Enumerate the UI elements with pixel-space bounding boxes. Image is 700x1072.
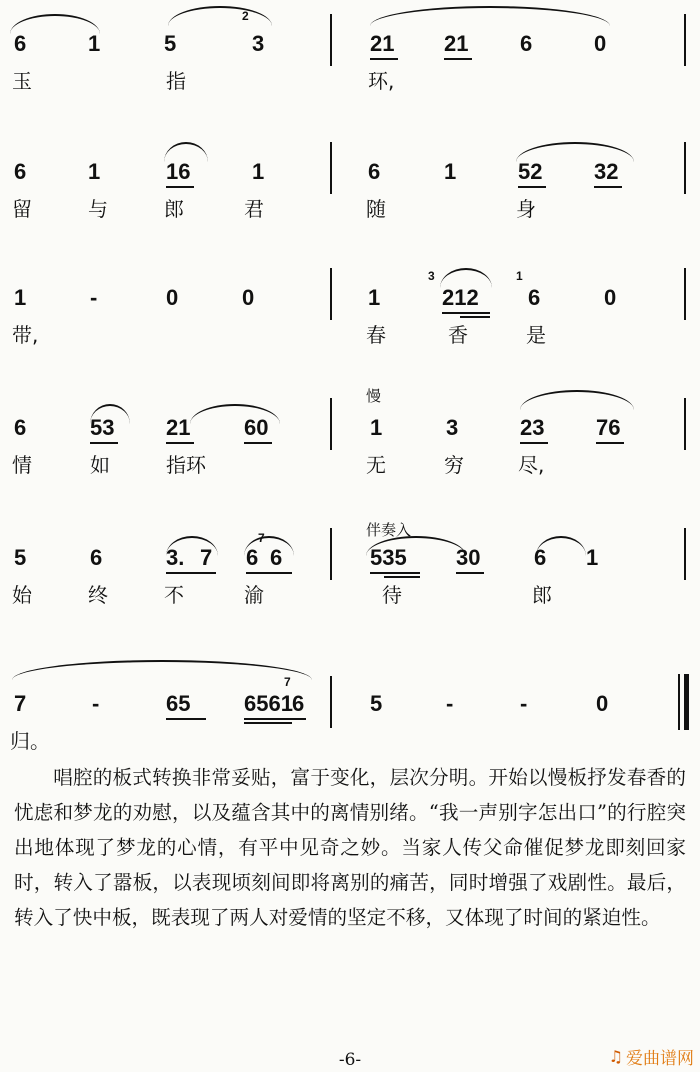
note: 16 [166,159,191,184]
note: 3 [252,31,265,56]
barline [330,142,332,194]
note: 0 [596,691,609,716]
note: 6 [292,691,305,716]
note: 535 [370,545,407,570]
note: 6 [90,545,103,570]
note: 1 [586,545,599,570]
lyric: 是 [526,323,546,347]
lyric: 情 [12,453,32,477]
note: 6 [14,31,27,56]
note: 7 [200,545,213,570]
note: 6 [14,415,27,440]
score-row-2 [0,128,700,238]
commentary-paragraph: 唱腔的板式转换非常妥贴，富于变化，层次分明。开始以慢板抒发春香的忧虑和梦龙的劝慰，以及蕴含其中的离情别绪。“我一声别字怎出口”的行腔突出地体现了梦龙的心情，有平中见奇之妙。当家人传父命催促梦龙即刻回家时，转入了嚣板，以表现顷刻间即将离别的痛苦，同时增强了戏剧性。最后，转入了快中板，既表现了两人对爱情的坚定不移，又体现了时间的紧迫性。 [14,766,686,929]
barline [684,142,686,194]
slur [12,660,312,680]
note: 212 [442,285,479,310]
note: 53 [90,415,115,440]
music-note-icon: ♫ [608,1047,623,1066]
note: 5 [164,31,177,56]
barline [330,676,332,728]
note: 1 [88,159,101,184]
lyric: 香 [448,323,468,347]
score-row-5 [0,514,700,624]
underline [520,442,548,444]
barline [684,268,686,320]
slur [370,6,610,26]
note: 21 [370,31,395,56]
note: 0 [604,285,617,310]
note: 1 [368,285,381,310]
note: 0 [594,31,607,56]
note: - [520,691,528,716]
note: 1 [444,159,457,184]
note: 1 [252,159,265,184]
underline [166,186,194,188]
lyric: 郎 [532,583,552,607]
note: 32 [594,159,619,184]
score-row-4 [0,384,700,494]
grace-note: 1 [516,269,523,283]
note: 0 [166,285,179,310]
note: 5 [14,545,27,570]
underline [460,316,490,318]
barline [684,528,686,580]
lyric: 待 [382,583,402,607]
note: 6561 [244,691,293,716]
lyric: 环, [368,69,395,93]
underline [246,572,292,574]
note: 65 [166,691,191,716]
lyric: 归。 [10,729,50,753]
underline [444,58,472,60]
lyric: 指环 [166,453,206,477]
tempo-marking: 慢 [366,387,382,405]
note: 60 [244,415,269,440]
underline [166,572,216,574]
slur [168,6,272,26]
score-row-3 [0,254,700,364]
underline [596,442,624,444]
note: 0 [242,285,255,310]
page-number: -6- [338,1050,362,1070]
underline [370,58,398,60]
note: 30 [456,545,481,570]
commentary-text [14,760,686,935]
underline [166,442,194,444]
note: 6 [534,545,547,570]
note: 52 [518,159,543,184]
barline [330,398,332,450]
note: 1 [14,285,27,310]
note: 21 [166,415,191,440]
underline [370,572,420,574]
score-row-1 [0,0,700,110]
lyric: 终 [88,583,108,607]
barline-final-thick [684,674,689,730]
note: 3. [166,545,185,570]
lyric: 身 [516,197,536,221]
lyric: 留 [12,197,32,221]
lyric: 春 [366,323,386,347]
note: 76 [596,415,621,440]
note: - [446,691,454,716]
note: 7 [14,691,27,716]
grace-note: 3 [428,269,435,283]
note: 6 [14,159,27,184]
note: 6 [368,159,381,184]
barline [330,14,332,66]
underline [244,722,292,724]
note: 6 [246,545,259,570]
lyric: 指 [166,69,186,93]
note: 6 [528,285,541,310]
underline [442,312,490,314]
grace-note: 7 [258,531,265,545]
barline [684,398,686,450]
watermark-text: 爱曲谱网 [626,1049,694,1069]
underline [518,186,546,188]
lyric: 不 [164,583,184,607]
accompaniment-marking: 伴奏入 [366,521,412,539]
lyric: 渝 [244,583,264,607]
watermark [609,1044,694,1069]
underline [456,572,484,574]
lyric: 尽, [518,453,545,477]
underline [166,718,206,720]
underline [90,442,118,444]
note: 1 [88,31,101,56]
note: 5 [370,691,383,716]
underline [244,442,272,444]
note: - [90,285,98,310]
lyric: 玉 [12,69,32,93]
lyric: 始 [12,583,32,607]
barline-final-thin [678,674,680,730]
barline [684,14,686,66]
lyric: 带, [12,323,39,347]
note: 21 [444,31,469,56]
note: 23 [520,415,545,440]
underline [244,718,306,720]
note: 3 [446,415,459,440]
lyric: 与 [88,197,108,221]
note: 6 [520,31,533,56]
score-row-6 [0,638,700,753]
note: 6 [270,545,283,570]
lyric: 无 [366,453,386,477]
lyric: 随 [366,197,386,221]
lyric: 君 [244,197,264,221]
note: - [92,691,100,716]
lyric: 郎 [164,197,184,221]
lyric: 穷 [444,453,464,477]
grace-note: 2 [242,9,249,23]
slur [520,390,634,410]
lyric: 如 [90,453,110,477]
underline [594,186,622,188]
underline [384,576,420,578]
barline [330,528,332,580]
grace-note: 7 [284,675,291,689]
note: 1 [370,415,383,440]
barline [330,268,332,320]
